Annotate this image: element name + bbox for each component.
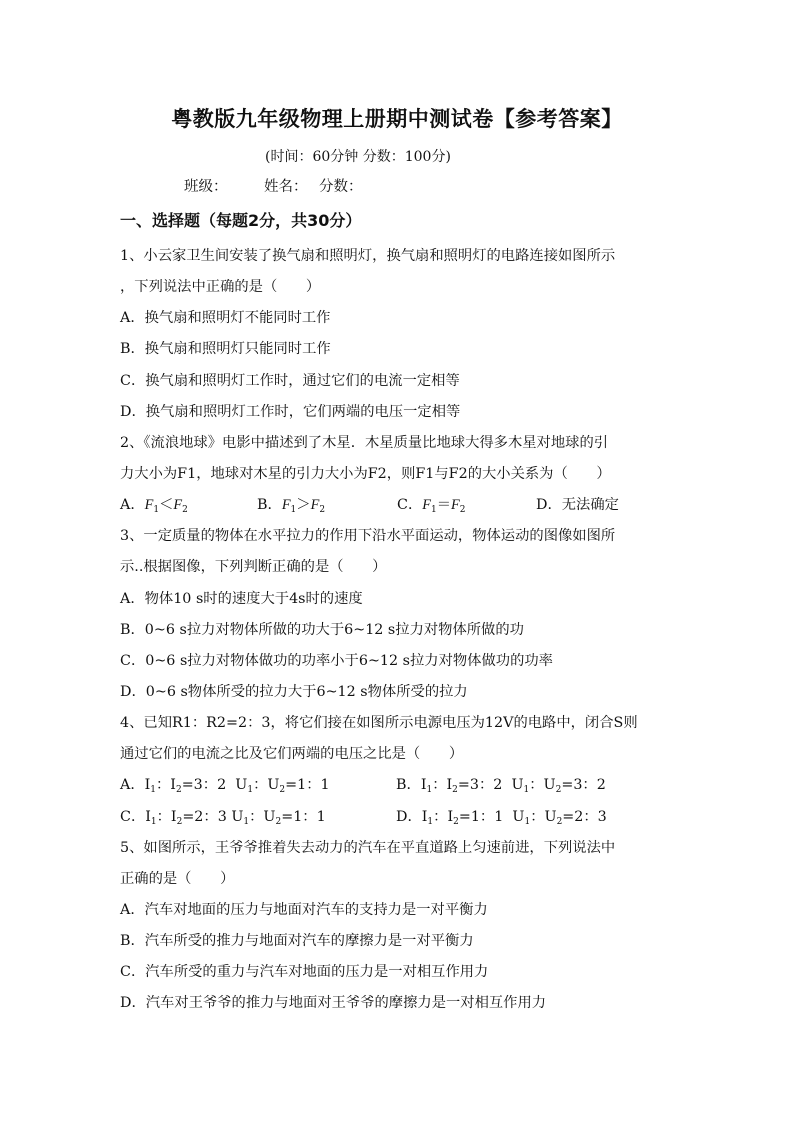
question-4-option-a: A．$I_1$：$I_2=3$：2 $U_1$：$U_2=1$：1 bbox=[120, 777, 330, 796]
question-5-option-b: B．汽车所受的推力与地面对汽车的摩擦力是一对平衡力 bbox=[120, 933, 474, 950]
questions bbox=[120, 241, 695, 1020]
question-5-stem: 5、如图所示，王爷爷推着失去动力的汽车在平直道路上匀速前进，下列说法中 bbox=[120, 839, 616, 856]
question-5-option-a: A．汽车对地面的压力与地面对汽车的支持力是一对平衡力 bbox=[120, 901, 488, 918]
question-5-stem-cont: 正确的是（ ） bbox=[120, 870, 235, 887]
question-1-option-d: D．换气扇和照明灯工作时，它们两端的电压一定相等 bbox=[120, 403, 461, 420]
question-2-options bbox=[120, 490, 695, 521]
question-3-option-c: C．0~6 s拉力对物体做功的功率小于6~12 s拉力对物体做功的功率 bbox=[120, 652, 553, 669]
question-4-options-cd bbox=[120, 802, 695, 833]
question-4-stem: 4、已知R1：R2=2：3，将它们接在如图所示电源电压为12V的电路中，闭合S则 bbox=[120, 715, 638, 732]
question-2-stem: 2、《流浪地球》电影中描述到了木星．木星质量比地球大得多木星对地球的引 bbox=[120, 434, 609, 451]
score-field-label: 分数： bbox=[319, 179, 363, 195]
question-3-option-a: A．物体10 s时的速度大于4s时的速度 bbox=[120, 590, 363, 607]
question-4-stem-cont: 通过它们的电流之比及它们两端的电压之比是（ ） bbox=[120, 746, 464, 763]
class-field-label: 班级： bbox=[184, 179, 228, 195]
question-2-option-c: C．$F_1=F_2$ bbox=[397, 497, 466, 516]
question-4-option-c: C．$I_1$：$I_2=2$：3 $U_1$：$U_2=1$：1 bbox=[120, 808, 326, 827]
page-title: 粤教版九年级物理上册期中测试卷【参考答案】 bbox=[171, 107, 623, 131]
question-3-stem: 3、一定质量的物体在水平拉力的作用下沿水平面运动，物体运动的图像如图所 bbox=[120, 528, 616, 545]
question-5-option-c: C．汽车所受的重力与汽车对地面的压力是一对相互作用力 bbox=[120, 964, 489, 981]
question-3-option-b: B．0~6 s拉力对物体所做的功大于6~12 s拉力对物体所做的功 bbox=[120, 621, 524, 638]
question-3-option-d: D．0~6 s物体所受的拉力大于6~12 s物体所受的拉力 bbox=[120, 683, 468, 700]
question-1-stem-cont: ，下列说法中正确的是（ ） bbox=[120, 279, 321, 296]
question-1-option-c: C．换气扇和照明灯工作时，通过它们的电流一定相等 bbox=[120, 372, 460, 389]
student-fields bbox=[184, 175, 363, 196]
question-1-option-b: B．换气扇和照明灯只能同时工作 bbox=[120, 341, 331, 358]
name-field-label: 姓名： bbox=[264, 179, 308, 195]
question-1-stem: 1、小云家卫生间安装了换气扇和照明灯，换气扇和照明灯的电路连接如图所示 bbox=[120, 248, 616, 264]
section-heading: 一、选择题（每题2分，共30分） bbox=[120, 211, 362, 230]
question-2-stem-cont: 力大小为F1，地球对木星的引力大小为F2，则F1与F2的大小关系为（ ） bbox=[120, 465, 611, 482]
exam-info: (时间：60分钟 分数：100分) bbox=[265, 149, 451, 165]
question-5-option-d: D．汽车对王爷爷的推力与地面对王爷爷的摩擦力是一对相互作用力 bbox=[120, 995, 547, 1012]
question-4-option-d: D．$I_1$：$I_2=1$：1 $U_1$：$U_2=2$：3 bbox=[396, 808, 607, 827]
question-3-stem-cont: 示..根据图像，下列判断正确的是（ ） bbox=[120, 559, 387, 576]
question-1-option-a: A．换气扇和照明灯不能同时工作 bbox=[120, 310, 331, 327]
question-2-option-b: B．$F_1>F_2$ bbox=[257, 497, 326, 516]
question-2-option-a: A．$F_1<F_2$ bbox=[120, 497, 188, 516]
question-4-option-b: B．$I_1$：$I_2=3$：2 $U_1$：$U_2=3$：2 bbox=[396, 777, 606, 796]
question-4-options-ab bbox=[120, 770, 695, 801]
question-2-option-d: D．无法确定 bbox=[536, 497, 619, 514]
